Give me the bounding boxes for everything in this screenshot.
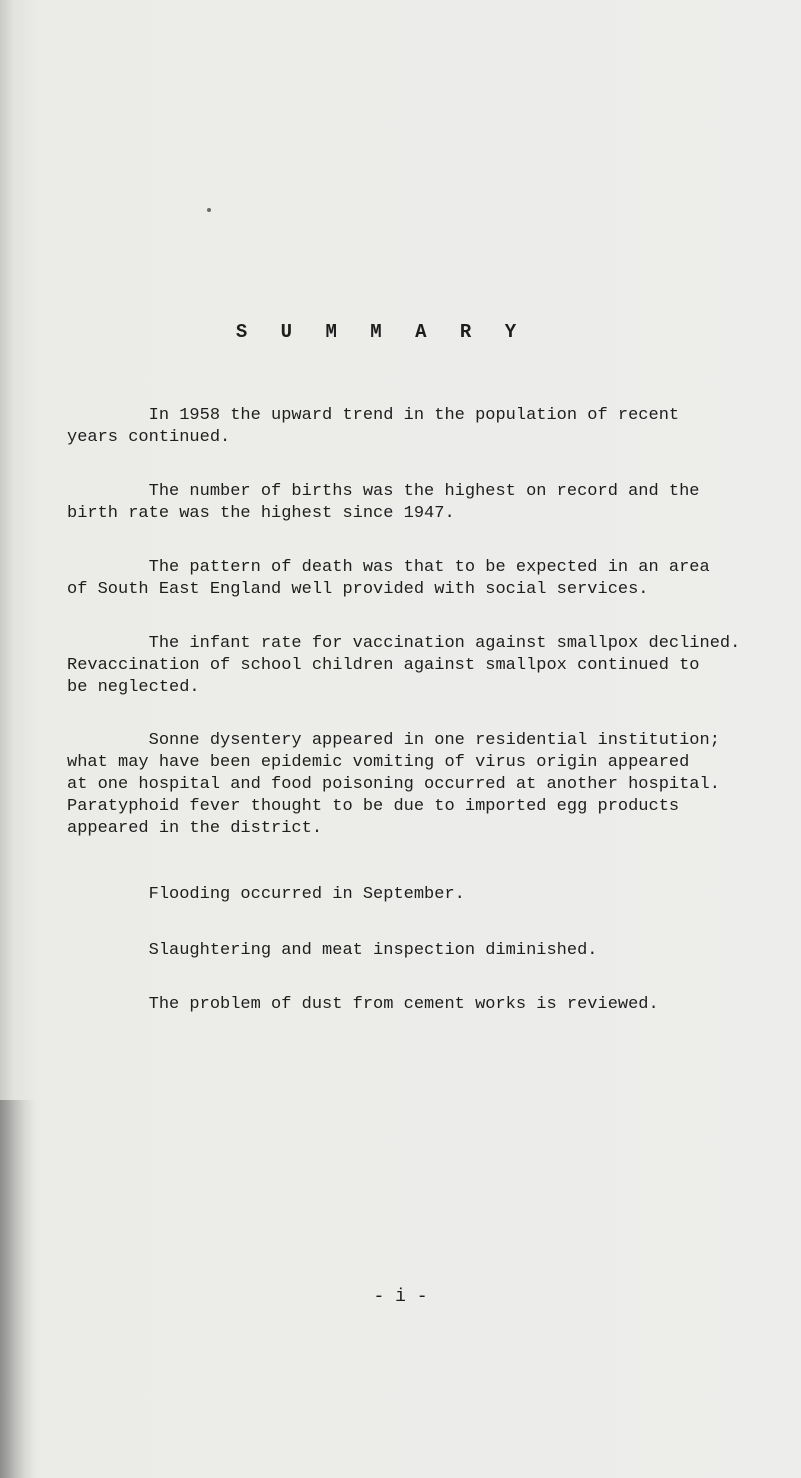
page-number: - i -: [373, 1287, 428, 1307]
paragraph-cement-dust: The problem of dust from cement works is reviewed.: [67, 995, 659, 1014]
paragraph-vaccination: The infant rate for vaccination against smallpox declined. Revaccination of school children against smallpox continued to be neglected.: [67, 634, 741, 697]
scan-speck: [207, 208, 211, 212]
page-title: S U M M A R Y: [235, 321, 528, 343]
paragraph-births: The number of births was the highest on record and the birth rate was the highest since 1947.: [67, 482, 700, 523]
paragraph-flooding: Flooding occurred in September.: [67, 885, 465, 904]
paragraph-infections: Sonne dysentery appeared in one residential institution; what may have been epidemic vomiting of virus origin appeared at one hospital and food poisoning occurred at another hospital. Paratyphoid fever thought to be due to imported egg products appeared in the district.: [67, 731, 720, 838]
paragraph-slaughtering: Slaughtering and meat inspection diminished.: [67, 941, 598, 960]
paragraph-deaths: The pattern of death was that to be expected in an area of South East England well provided with social services.: [67, 558, 710, 599]
paragraph-population: In 1958 the upward trend in the population of recent years continued.: [67, 406, 680, 447]
